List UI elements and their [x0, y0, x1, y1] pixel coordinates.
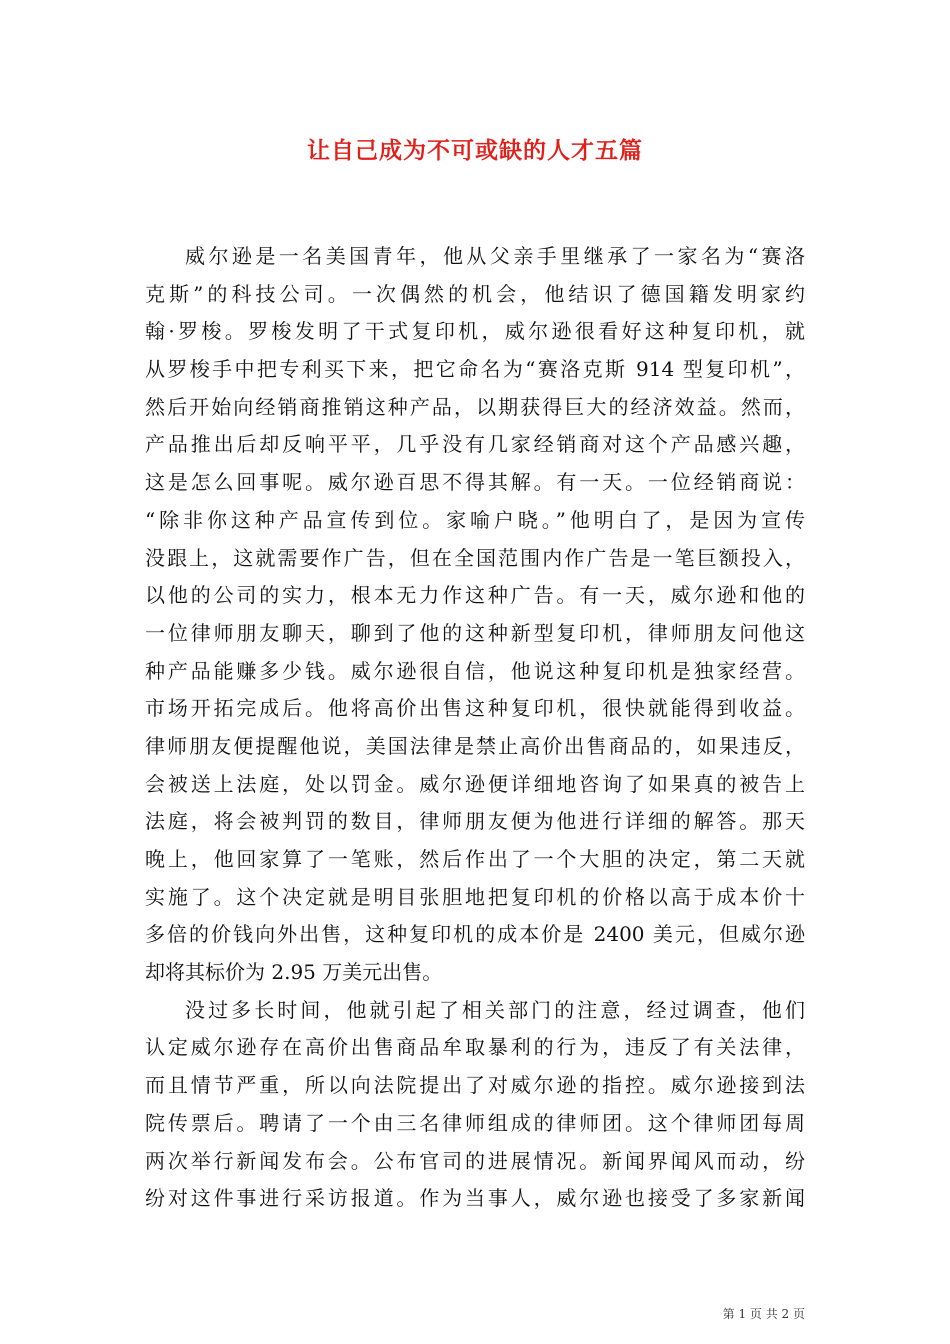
text-line: 然后开始向经销商推销这种产品，以期获得巨大的经济效益。然而，	[145, 394, 805, 419]
text-line: 会被送上法庭，处以罚金。威尔逊便详细地咨询了如果真的被告上	[145, 771, 805, 796]
document-body	[145, 242, 805, 1222]
text-line: 院传票后。聘请了一个由三名律师组成的律师团。这个律师团每周	[145, 1110, 805, 1135]
paragraph-1	[145, 242, 805, 996]
text-line: 律师朋友便提醒他说，美国法律是禁止高价出售商品的，如果违反，	[145, 733, 805, 758]
text-line: 却将其标价为 2.95 万美元出售。	[145, 960, 443, 985]
text-line: 法庭，将会被判罚的数目，律师朋友便为他进行详细的解答。那天	[145, 809, 805, 834]
page-number-footer: 第 1 页 共 2 页	[722, 1307, 805, 1321]
document-title: 让自己成为不可或缺的人才五篇	[307, 137, 643, 164]
text-line: 翰·罗梭。罗梭发明了干式复印机，威尔逊很看好这种复印机，就	[145, 319, 805, 344]
text-line: 没过多长时间，他就引起了相关部门的注意，经过调查，他们	[185, 997, 805, 1022]
text-line: 威尔逊是一名美国青年，他从父亲手里继承了一家名为“赛洛	[185, 244, 805, 268]
text-line: 没跟上，这就需要作广告，但在全国范围内作广告是一笔巨额投入，	[145, 545, 805, 570]
text-line: 以他的公司的实力，根本无力作这种广告。有一天，威尔逊和他的	[145, 583, 805, 608]
text-line: 克斯”的科技公司。一次偶然的机会，他结识了德国籍发明家约	[145, 281, 805, 306]
text-line: 一位律师朋友聊天，聊到了他的这种新型复印机，律师朋友问他这	[145, 620, 805, 645]
text-line: 认定威尔逊存在高价出售商品牟取暴利的行为，违反了有关法律，	[145, 1035, 805, 1060]
text-line: 产品推出后却反响平平，几乎没有几家经销商对这个产品感兴趣，	[145, 432, 805, 457]
text-line: 这是怎么回事呢。威尔逊百思不得其解。有一天。一位经销商说：	[145, 470, 805, 495]
text-line: 种产品能赚多少钱。威尔逊很自信，他说这种复印机是独家经营。	[145, 658, 805, 683]
text-line: 而且情节严重，所以向法院提出了对威尔逊的指控。威尔逊接到法	[145, 1073, 805, 1098]
text-line: 晚上，他回家算了一笔账，然后作出了一个大胆的决定，第二天就	[145, 847, 805, 871]
text-line: 纷对这件事进行采访报道。作为当事人，威尔逊也接受了多家新闻	[145, 1186, 805, 1211]
text-line: 市场开拓完成后。他将高价出售这种复印机，很快就能得到收益。	[145, 696, 805, 721]
text-line: 多倍的价钱向外出售，这种复印机的成本价是 2400 美元，但威尔逊	[145, 922, 805, 947]
text-line: 从罗梭手中把专利买下来，把它命名为“赛洛克斯 914 型复印机”，	[145, 357, 805, 382]
text-line: 两次举行新闻发布会。公布官司的进展情况。新闻界闻风而动，纷	[145, 1148, 805, 1173]
text-line: 实施了。这个决定就是明目张胆地把复印机的价格以高于成本价十	[145, 884, 805, 909]
paragraph-2	[145, 996, 805, 1222]
text-line: “除非你这种产品宣传到位。家喻户晓。”他明白了，是因为宣传	[145, 507, 805, 532]
